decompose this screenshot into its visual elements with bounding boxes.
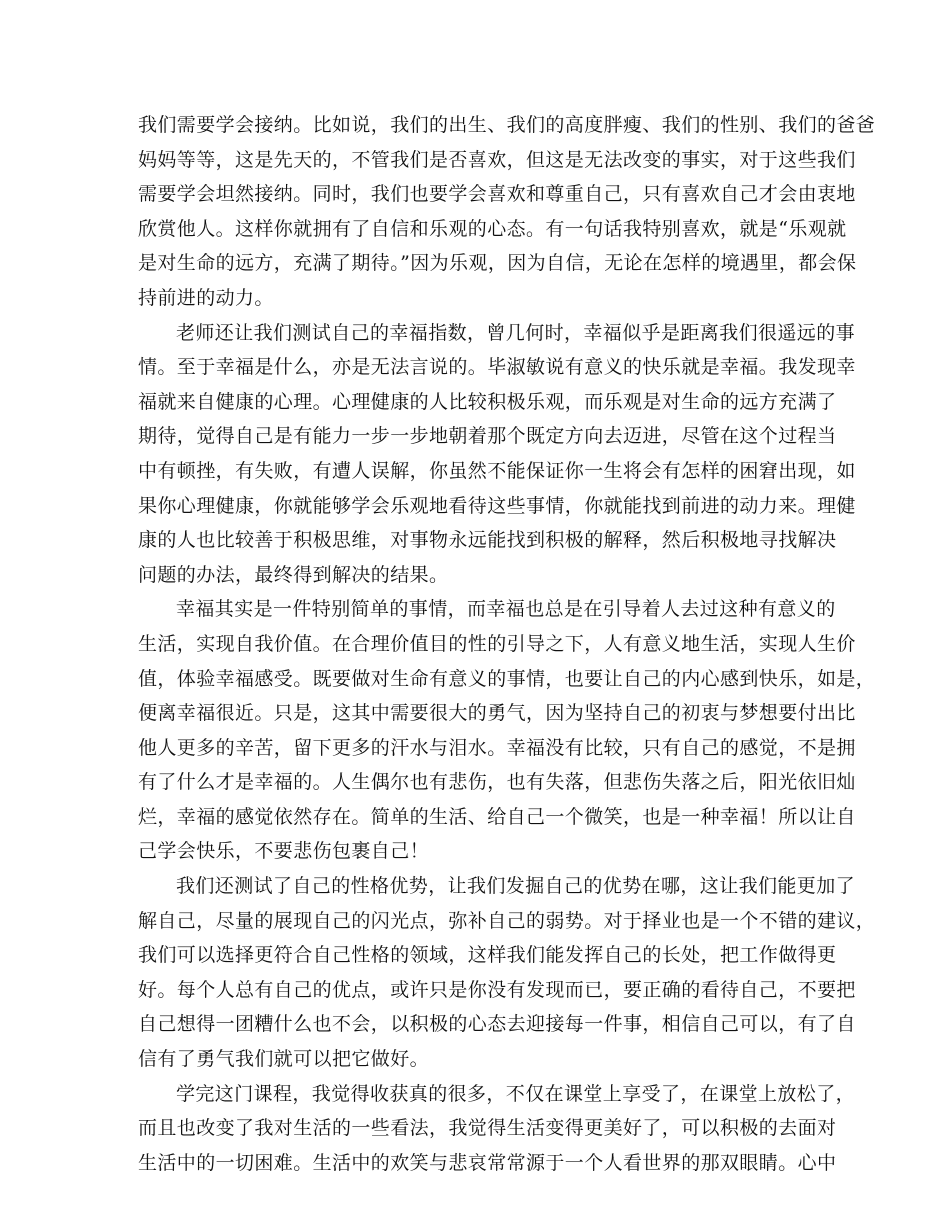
- text-line: 幸福其实是一件特别简单的事情，而幸福也总是在引导着人去过这种有意义的: [176, 598, 836, 621]
- text-line: 老师还让我们测试自己的幸福指数，曾几何时，幸福似乎是距离我们很遥远的事: [176, 321, 856, 344]
- text-line: 生活，实现自我价值。在合理价值目的性的引导之下，人有意义地生活，实现人生价: [138, 632, 856, 655]
- text-line: 他人更多的辛苦，留下更多的汗水与泪水。幸福没有比较，只有自己的感觉，不是拥: [138, 736, 856, 759]
- text-line: 欣赏他人。这样你就拥有了自信和乐观的心态。有一句话我特别喜欢，就是“乐观就: [138, 217, 847, 240]
- paragraph-2: [138, 316, 856, 593]
- text-line: 期待，觉得自己是有能力一步一步地朝着那个既定方向去迈进，尽管在这个过程当: [138, 425, 837, 448]
- text-line: 康的人也比较善于积极思维，对事物永远能找到积极的解释，然后积极地寻找解决: [138, 529, 837, 552]
- text-line: 有了什么才是幸福的。人生偶尔也有悲伤，也有失落，但悲伤失落之后，阳光依旧灿: [138, 771, 856, 794]
- paragraph-4: [138, 869, 876, 1077]
- text-line: 学完这门课程，我觉得收获真的很多，不仅在课堂上享受了，在课堂上放松了，: [176, 1082, 856, 1105]
- text-line: 中有顿挫，有失败，有遭人误解，你虽然不能保证你一生将会有怎样的困窘出现，如: [138, 459, 856, 482]
- text-line: 妈妈等等，这是先天的，不管我们是否喜欢，但这是无法改变的事实，对于这些我们: [138, 148, 856, 171]
- text-line: 需要学会坦然接纳。同时，我们也要学会喜欢和尊重自己，只有喜欢自己才会由衷地: [138, 183, 856, 206]
- text-line: 自己想得一团糟什么也不会，以积极的心态去迎接每一件事，相信自己可以，有了自: [138, 1013, 856, 1036]
- text-line: 我们需要学会接纳。比如说，我们的出生、我们的高度胖瘦、我们的性别、我们的爸爸: [138, 114, 876, 136]
- paragraph-3: [138, 592, 876, 869]
- text-line: 情。至于幸福是什么，亦是无法言说的。毕淑敏说有意义的快乐就是幸福。我发现幸: [138, 356, 856, 379]
- text-line: 我们还测试了自己的性格优势，让我们发掘自己的优势在哪，这让我们能更加了: [176, 875, 856, 898]
- text-line: 生活中的一切困难。生活中的欢笑与悲哀常常源于一个人看世界的那双眼睛。心中: [138, 1151, 837, 1174]
- text-line: 我们可以选择更符合自己性格的领域，这样我们能发挥自己的长处，把工作做得更: [138, 944, 837, 967]
- text-line: 是对生命的远方，充满了期待。”因为乐观，因为自信，无论在怎样的境遇里，都会保: [138, 252, 857, 275]
- text-line: 问题的办法，最终得到解决的结果。: [138, 563, 449, 586]
- paragraph-1: [138, 108, 876, 316]
- document-body: [138, 108, 876, 1180]
- text-line: 信有了勇气我们就可以把它做好。: [138, 1048, 430, 1071]
- text-line: 值，体验幸福感受。既要做对生命有意义的事情，也要让自己的内心感到快乐，如是，: [138, 667, 876, 690]
- text-line: 己学会快乐，不要悲伤包裹自己！: [138, 840, 430, 863]
- text-line: 福就来自健康的心理。心理健康的人比较积极乐观，而乐观是对生命的远方充满了: [138, 390, 837, 413]
- text-line: 烂，幸福的感觉依然存在。简单的生活、给自己一个微笑，也是一种幸福！所以让自: [138, 805, 856, 828]
- text-line: 而且也改变了我对生活的一些看法，我觉得生活变得更美好了，可以积极的去面对: [138, 1117, 837, 1140]
- text-line: 果你心理健康，你就能够学会乐观地看待这些事情，你就能找到前进的动力来。理健: [138, 494, 856, 517]
- paragraph-5: [138, 1077, 856, 1181]
- text-line: 好。每个人总有自己的优点，或许只是你没有发现而已，要正确的看待自己，不要把: [138, 978, 856, 1001]
- text-line: 便离幸福很近。只是，这其中需要很大的勇气，因为坚持自己的初衷与梦想要付出比: [138, 702, 856, 725]
- text-line: 解自己，尽量的展现自己的闪光点，弥补自己的弱势。对于择业也是一个不错的建议，: [138, 909, 876, 932]
- text-line: 持前进的动力。: [138, 286, 274, 309]
